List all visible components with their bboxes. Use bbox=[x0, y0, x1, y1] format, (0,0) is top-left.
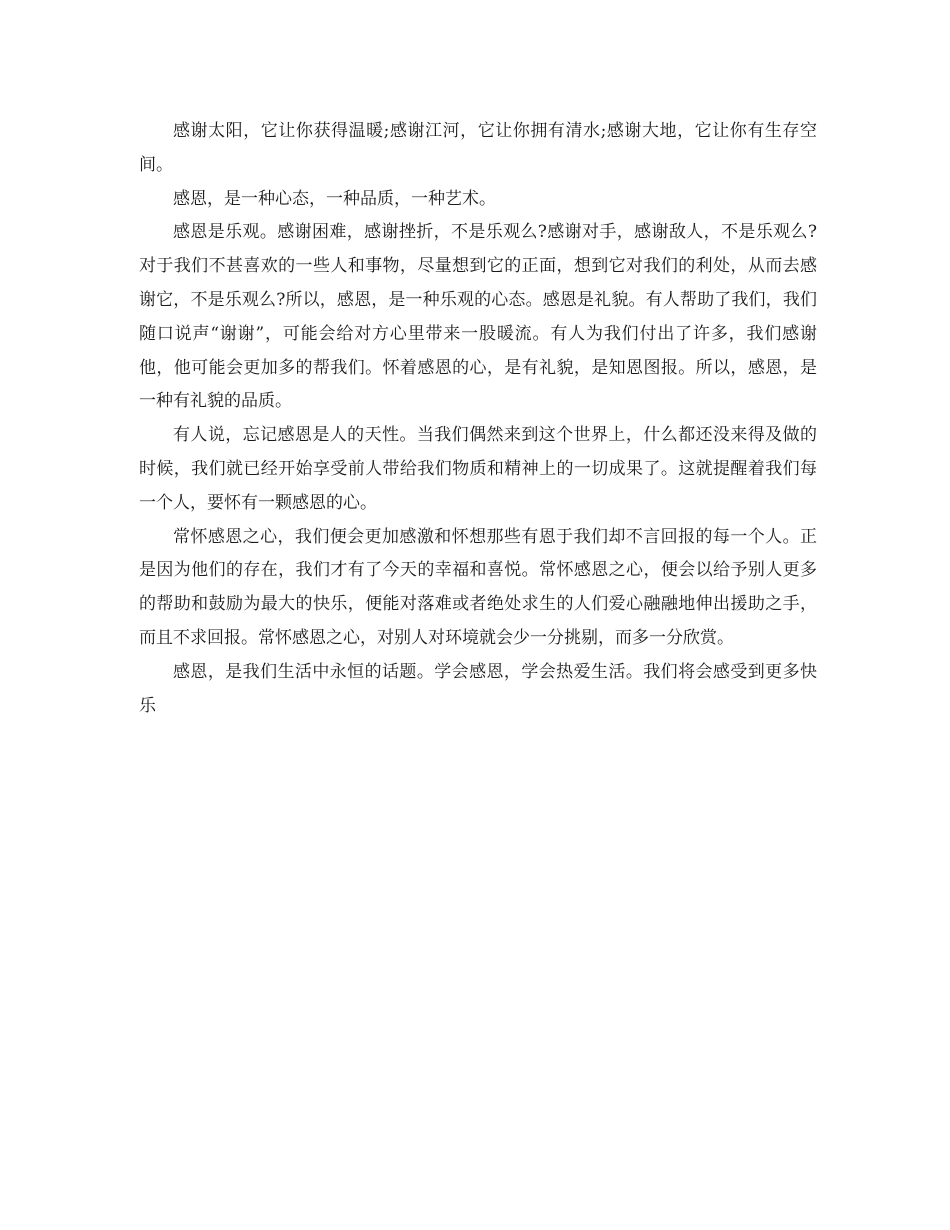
paragraph-3: 感恩是乐观。感谢困难，感谢挫折，不是乐观么?感谢对手，感谢敌人，不是乐观么?对于我们不甚喜欢的一些人和事物，尽量想到它的正面，想到它对我们的利处，从而去感谢它，不是乐观么?所以，感恩，是一种乐观的心态。感恩是礼貌。有人帮助了我们，我们随口说声“谢谢”，可能会给对方心里带来一股暖流。有人为我们付出了许多，我们感谢他，他可能会更加多的帮我们。怀着感恩的心，是有礼貌，是知恩图报。所以，感恩，是一种有礼貌的品质。 bbox=[139, 222, 817, 412]
document-body bbox=[139, 115, 817, 723]
paragraph-1: 感谢太阳，它让你获得温暖;感谢江河，它让你拥有清水;感谢大地，它让你有生存空间。 bbox=[139, 121, 817, 175]
paragraph-6: 感恩，是我们生活中永恒的话题。学会感恩，学会热爱生活。我们将会感受到更多快乐 bbox=[139, 661, 817, 716]
paragraph-4: 有人说，忘记感恩是人的天性。当我们偶然来到这个世界上，什么都还没来得及做的时候，我们就已经开始享受前人带给我们物质和精神上的一切成果了。这就提醒着我们每一个人，要怀有一颗感恩的心。 bbox=[139, 425, 817, 513]
paragraph-2: 感恩，是一种心态，一种品质，一种艺术。 bbox=[173, 188, 496, 209]
paragraph-5: 常怀感恩之心，我们便会更加感激和怀想那些有恩于我们却不言回报的每一个人。正是因为他们的存在，我们才有了今天的幸福和喜悦。常怀感恩之心，便会以给予别人更多的帮助和鼓励为最大的快乐，便能对落难或者绝处求生的人们爱心融融地伸出援助之手，而且不求回报。常怀感恩之心，对别人对环境就会少一分挑剔，而多一分欣赏。 bbox=[139, 526, 817, 648]
